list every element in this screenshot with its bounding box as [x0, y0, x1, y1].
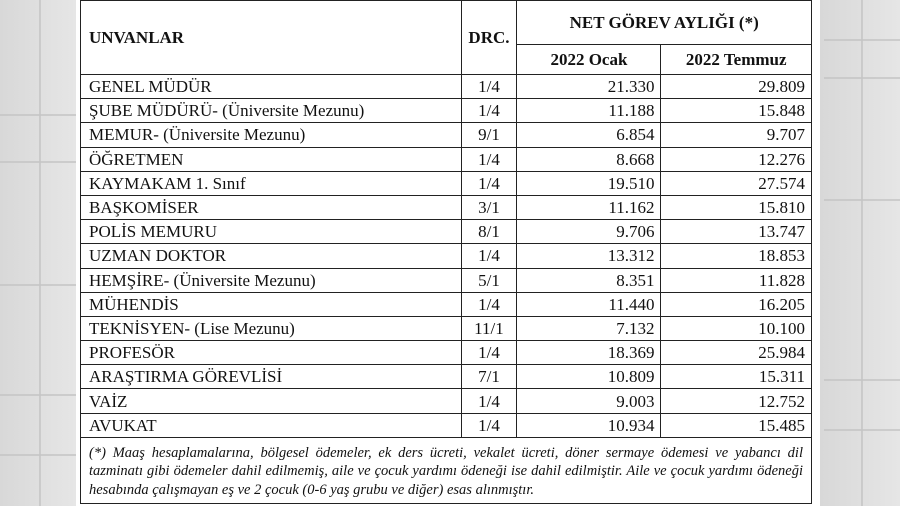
- row-ocak: 18.369: [517, 341, 661, 365]
- table-row: [81, 268, 812, 292]
- row-ocak: 9.003: [517, 389, 661, 413]
- row-title: ÖĞRETMEN: [81, 147, 462, 171]
- row-drc: 9/1: [461, 123, 517, 147]
- header-2022-temmuz: 2022 Temmuz: [661, 45, 812, 75]
- row-drc: 3/1: [461, 195, 517, 219]
- row-drc: 1/4: [461, 75, 517, 99]
- table-row: [81, 413, 812, 437]
- row-temmuz: 16.205: [661, 292, 812, 316]
- row-temmuz: 10.100: [661, 316, 812, 340]
- row-title: POLİS MEMURU: [81, 220, 462, 244]
- row-drc: 1/4: [461, 389, 517, 413]
- table-row: [81, 195, 812, 219]
- row-drc: 1/4: [461, 341, 517, 365]
- row-drc: 1/4: [461, 171, 517, 195]
- row-temmuz: 12.752: [661, 389, 812, 413]
- row-ocak: 13.312: [517, 244, 661, 268]
- row-title: MEMUR- (Üniversite Mezunu): [81, 123, 462, 147]
- row-temmuz: 27.574: [661, 171, 812, 195]
- table-row: [81, 316, 812, 340]
- table-row: [81, 292, 812, 316]
- row-drc: 1/4: [461, 292, 517, 316]
- salary-document: [76, 0, 820, 506]
- row-ocak: 19.510: [517, 171, 661, 195]
- row-ocak: 7.132: [517, 316, 661, 340]
- row-title: MÜHENDİS: [81, 292, 462, 316]
- row-title: AVUKAT: [81, 413, 462, 437]
- row-ocak: 11.188: [517, 99, 661, 123]
- row-temmuz: 13.747: [661, 220, 812, 244]
- header-unvanlar: UNVANLAR: [81, 1, 462, 75]
- row-temmuz: 29.809: [661, 75, 812, 99]
- row-ocak: 6.854: [517, 123, 661, 147]
- row-title: PROFESÖR: [81, 341, 462, 365]
- row-title: ŞUBE MÜDÜRÜ- (Üniversite Mezunu): [81, 99, 462, 123]
- row-ocak: 21.330: [517, 75, 661, 99]
- row-temmuz: 15.485: [661, 413, 812, 437]
- header-drc: DRC.: [461, 1, 517, 75]
- row-title: BAŞKOMİSER: [81, 195, 462, 219]
- table-row: [81, 171, 812, 195]
- row-ocak: 11.162: [517, 195, 661, 219]
- header-net-gorev-ayligi: NET GÖREV AYLIĞI (*): [517, 1, 812, 45]
- footnote: (*) Maaş hesaplamalarına, bölgesel ödemeler, ek ders ücreti, vekalet ücreti, döner sermaye ödemesi ve yabancı dil tazminatı gibi ödemeler dahil edilmemiş, aile ve çocuk yardımı ödeneği ise dahil edilmiştir. Aile ve çocuk yardımı ödeneği hesabında çalışmayan eş ve 2 çocuk (0-6 yaş grubu ve diğer) esas alınmıştır.: [81, 437, 812, 504]
- row-title: VAİZ: [81, 389, 462, 413]
- table-row: [81, 389, 812, 413]
- table-row: [81, 99, 812, 123]
- row-temmuz: 15.848: [661, 99, 812, 123]
- salary-table: [80, 0, 812, 504]
- row-ocak: 8.668: [517, 147, 661, 171]
- table-row: [81, 365, 812, 389]
- row-title: UZMAN DOKTOR: [81, 244, 462, 268]
- row-drc: 1/4: [461, 147, 517, 171]
- table-row: [81, 123, 812, 147]
- table-row: [81, 244, 812, 268]
- row-temmuz: 12.276: [661, 147, 812, 171]
- table-row: [81, 75, 812, 99]
- header-2022-ocak: 2022 Ocak: [517, 45, 661, 75]
- background-left: [0, 0, 76, 506]
- row-title: HEMŞİRE- (Üniversite Mezunu): [81, 268, 462, 292]
- row-ocak: 10.934: [517, 413, 661, 437]
- row-title: KAYMAKAM 1. Sınıf: [81, 171, 462, 195]
- row-drc: 1/4: [461, 413, 517, 437]
- row-title: ARAŞTIRMA GÖREVLİSİ: [81, 365, 462, 389]
- row-ocak: 8.351: [517, 268, 661, 292]
- table-row: [81, 147, 812, 171]
- row-drc: 11/1: [461, 316, 517, 340]
- row-temmuz: 15.810: [661, 195, 812, 219]
- table-row: [81, 341, 812, 365]
- row-temmuz: 25.984: [661, 341, 812, 365]
- background-right: [820, 0, 900, 506]
- row-temmuz: 15.311: [661, 365, 812, 389]
- row-ocak: 11.440: [517, 292, 661, 316]
- row-drc: 5/1: [461, 268, 517, 292]
- row-temmuz: 11.828: [661, 268, 812, 292]
- row-ocak: 10.809: [517, 365, 661, 389]
- table-row: [81, 220, 812, 244]
- row-drc: 8/1: [461, 220, 517, 244]
- row-drc: 1/4: [461, 99, 517, 123]
- row-title: GENEL MÜDÜR: [81, 75, 462, 99]
- row-drc: 1/4: [461, 244, 517, 268]
- row-temmuz: 9.707: [661, 123, 812, 147]
- row-title: TEKNİSYEN- (Lise Mezunu): [81, 316, 462, 340]
- row-temmuz: 18.853: [661, 244, 812, 268]
- row-drc: 7/1: [461, 365, 517, 389]
- row-ocak: 9.706: [517, 220, 661, 244]
